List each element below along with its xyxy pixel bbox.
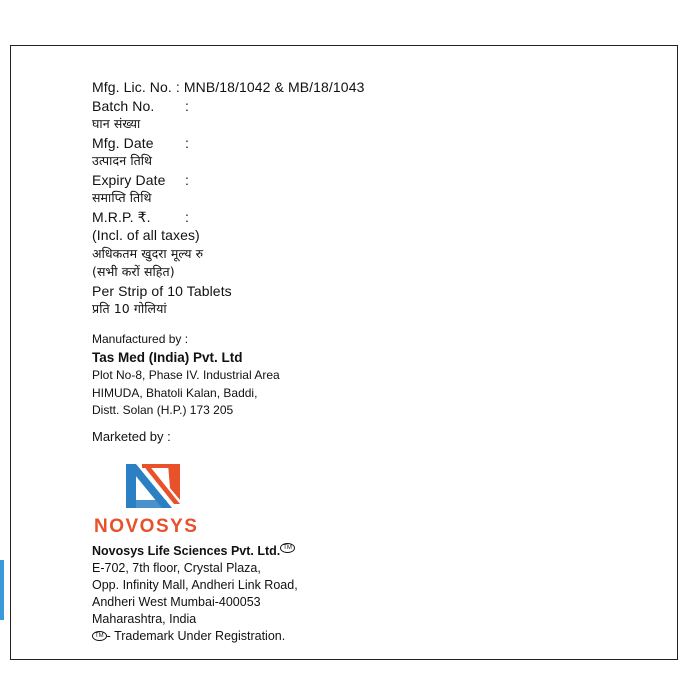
tm-circle-icon: TM — [92, 631, 107, 641]
expiry-hindi: समाप्ति तिथि — [92, 190, 152, 205]
batch-line — [92, 97, 512, 116]
taxes-hindi: (सभी करों सहित) — [92, 264, 175, 279]
marketer-address-1: E-702, 7th floor, Crystal Plaza, — [92, 560, 261, 575]
tm-badge-icon: TM — [280, 543, 295, 553]
batch-hindi: घान संख्या — [92, 116, 141, 131]
mrp-label: M.R.P. ₹. — [92, 208, 151, 225]
label-content — [92, 78, 512, 645]
novosys-logo — [94, 458, 224, 538]
marketer-address-3: Andheri West Mumbai-400053 — [92, 594, 261, 609]
mfg-date-hindi: उत्पादन तिथि — [92, 153, 153, 168]
mrp-hindi: अधिकतम खुदरा मूल्य रु — [92, 245, 204, 261]
expiry-colon: : — [185, 171, 189, 188]
manufacturer-name: Tas Med (India) Pvt. Ltd — [92, 350, 243, 365]
manufacturer-address-3: Distt. Solan (H.P.) 173 205 — [92, 403, 234, 417]
novosys-n-logo-icon — [122, 458, 184, 514]
manufacturer-address-1: Plot No-8, Phase IV. Industrial Area — [92, 368, 280, 382]
mfg-lic-line: Mfg. Lic. No. : MNB/18/1042 & MB/18/1043 — [92, 79, 365, 95]
expiry-line — [92, 171, 512, 190]
incl-taxes: (Incl. of all taxes) — [92, 227, 200, 243]
batch-colon: : — [185, 97, 189, 114]
per-strip: Per Strip of 10 Tablets — [92, 282, 232, 299]
marketer-address-4: Maharashtra, India — [92, 611, 197, 626]
mrp-line — [92, 208, 512, 227]
trademark-note: - Trademark Under Registration. — [106, 628, 286, 643]
marketer-name: Novosys Life Sciences Pvt. Ltd. — [92, 543, 281, 558]
trademark-note-line — [92, 628, 512, 645]
batch-label: Batch No. — [92, 97, 155, 114]
mfg-date-colon: : — [185, 134, 189, 151]
mfg-date-line — [92, 134, 512, 153]
per-strip-hindi: प्रति 10 गोलियां — [92, 301, 167, 316]
novosys-wordmark: NOVOSYS — [94, 515, 199, 537]
edge-color-mark — [0, 560, 4, 620]
expiry-label: Expiry Date — [92, 171, 166, 188]
marketer-address-2: Opp. Infinity Mall, Andheri Link Road, — [92, 577, 298, 592]
marketer-name-line — [92, 542, 512, 560]
mrp-colon: : — [185, 208, 189, 225]
marketer-heading: Marketed by : — [92, 428, 171, 444]
manufacturer-heading: Manufactured by : — [92, 331, 189, 346]
mfg-date-label: Mfg. Date — [92, 134, 154, 151]
manufacturer-address-2: HIMUDA, Bhatoli Kalan, Baddi, — [92, 385, 258, 400]
